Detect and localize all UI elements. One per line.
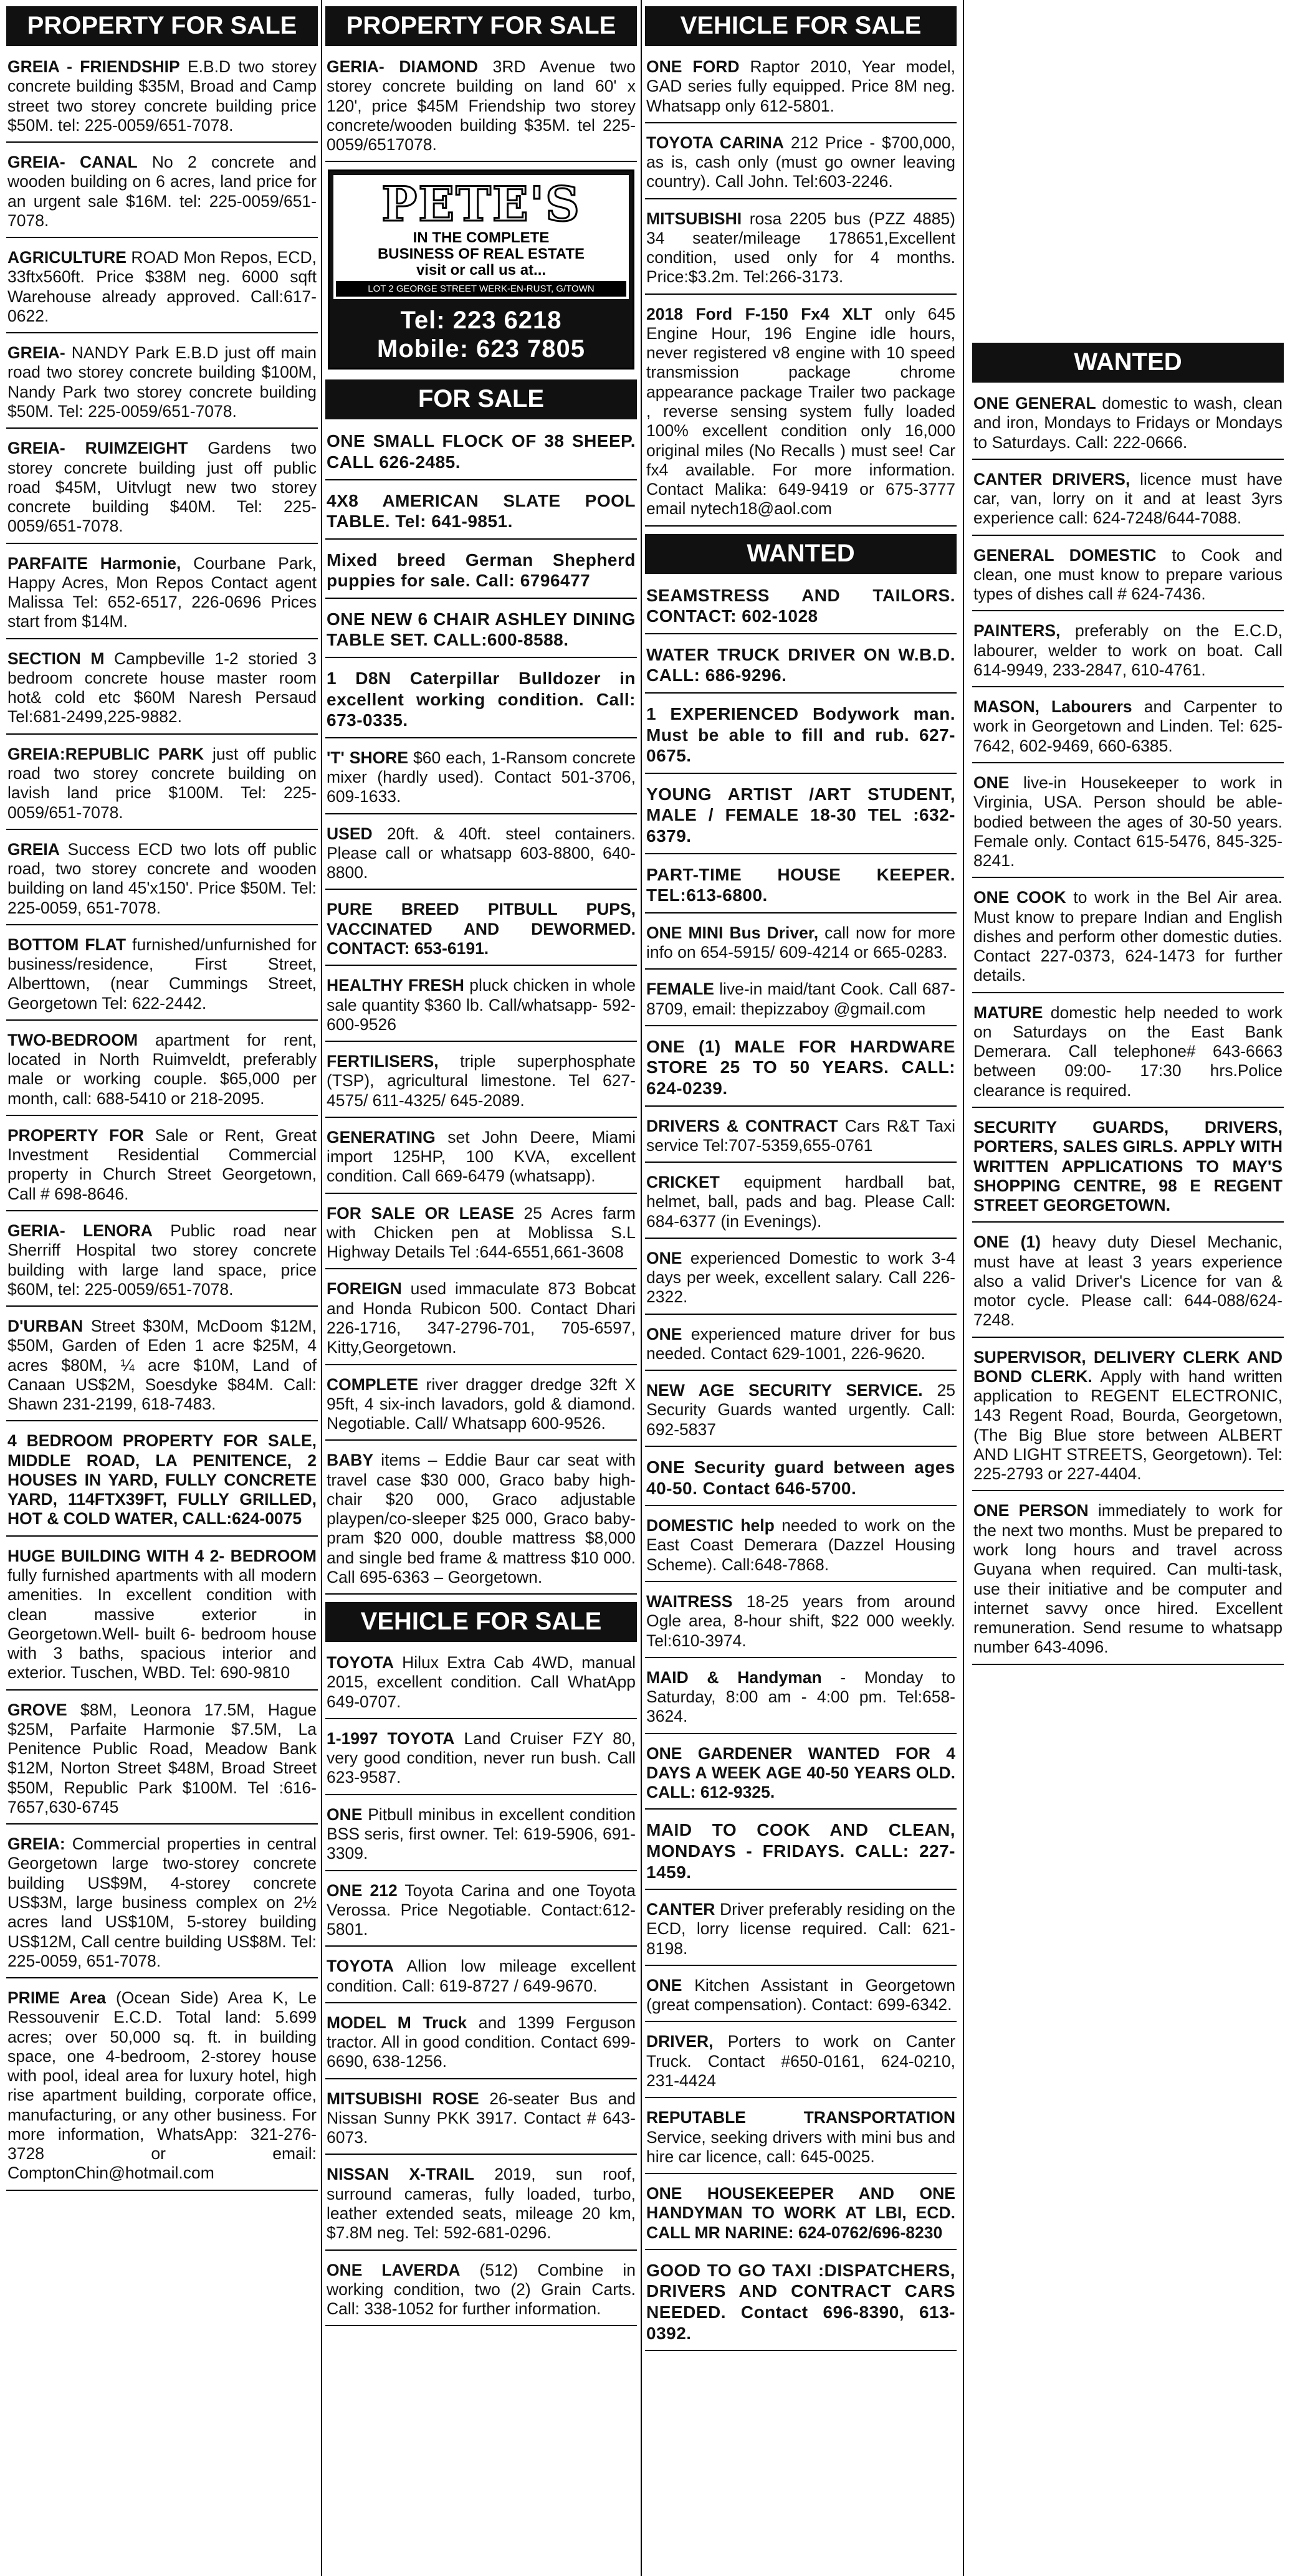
ad-headline: SUPERVISOR, DELIVERY CLERK AND BOND CLERK. bbox=[973, 1347, 1283, 1386]
ad-headline: MITSUBISHI ROSE bbox=[327, 2089, 479, 2108]
classified-ad bbox=[645, 1897, 957, 1966]
classified-ad bbox=[6, 837, 318, 925]
ad-list bbox=[645, 55, 957, 527]
ad-headline: DOMESTIC help bbox=[646, 1516, 775, 1535]
classified-ad bbox=[6, 55, 318, 143]
classified-ad bbox=[6, 341, 318, 429]
ad-headline: HUGE BUILDING WITH 4 2- BEDROOM bbox=[7, 1546, 317, 1565]
ad-body: experienced mature driver for bus needed. Contact 629-1001, 226-9620. bbox=[646, 1324, 955, 1363]
ad-body: items – Eddie Baur car seat with travel case $30 000, Graco baby high-chair $20 000, Graco adjustable playpen/co-sleeper $25 000, Graco baby-pram $20 000, double mattress $8,000 and single bed frame & mattress $10 000. Call 695-6363 – Georgetown. bbox=[327, 1451, 636, 1586]
ad-headline: ONE HOUSEKEEPER AND ONE HANDYMAN TO WORK AT LBI, ECD. CALL MR NARINE: 624-0762/696-8230 bbox=[646, 2184, 955, 2242]
ad-body: 25 Security Guards wanted urgently. Call: 692-5837 bbox=[646, 1381, 955, 1439]
ad-headline: GREIA: bbox=[7, 1834, 65, 1854]
section-header-vehicle-for-sale: VEHICLE FOR SALE bbox=[325, 1602, 637, 1642]
ad-headline: CANTER bbox=[646, 1900, 715, 1919]
ad-body: 18-25 years from around Ogle area, 8-hour shift, $22 000 weekly. Tel:610-3974. bbox=[646, 1591, 955, 1650]
ad-body: Toyota Carina and one Toyota Verossa. Price Negotiable. Contact:612-5801. bbox=[327, 1881, 636, 1939]
ad-body: and Carpenter to work in Georgetown and Linden. Tel: 625-7642, 602-9469, 660-6385. bbox=[973, 697, 1283, 755]
section-header-wanted: WANTED bbox=[972, 343, 1284, 383]
ad-headline: 4X8 AMERICAN SLATE POOL TABLE. Tel: 641-9851. bbox=[327, 490, 636, 532]
ad-body: set John Deere, Miami import 125HP, 100 KVA, excellent condition. Call 669-6479 (whatsapp). bbox=[327, 1127, 636, 1186]
ad-body: experienced Domestic to work 3-4 days per week, excellent salary. Call 226-2322. bbox=[646, 1248, 955, 1307]
ad-headline: PROPERTY FOR bbox=[7, 1125, 144, 1145]
ad-headline: GENERAL DOMESTIC bbox=[973, 545, 1157, 565]
classified-ad bbox=[6, 551, 318, 639]
ad-headline: PAINTERS, bbox=[973, 621, 1061, 641]
ad-body: - Monday to Saturday, 8:00 am - 4:00 pm. Tel:658-3624. bbox=[646, 1667, 955, 1726]
ad-body: 20ft. & 40ft. steel containers. Please call or whatsapp 603-8800, 640-8800. bbox=[327, 824, 636, 882]
logo-panel bbox=[333, 175, 629, 299]
classified-ad bbox=[325, 2162, 637, 2250]
classified-ad bbox=[6, 933, 318, 1021]
classified-ad bbox=[645, 1114, 957, 1163]
ad-body: $60 each, 1-Ransom concrete mixer (hardly used). Contact 501-3706, 609-1633. bbox=[327, 748, 636, 806]
ad-headline: SEAMSTRESS AND TAILORS. CONTACT: 602-1028 bbox=[646, 585, 955, 626]
ad-headline: FOREIGN bbox=[327, 1279, 402, 1299]
ad-body: Campbeville 1-2 storied 3 bedroom concrete house master room hot& cold etc $60M Naresh Persaud Tel:681-2499,225-9882. bbox=[7, 649, 317, 727]
ad-headline: GERIA- LENORA bbox=[7, 1221, 153, 1241]
classified-ad bbox=[972, 467, 1284, 536]
ad-body: $8M, Leonora 17.5M, Hague $25M, Parfaite Harmonie $7.5M, La Penitence Public Road, Meadow Bank $12M, Norton Street $48M, Broad Street $50M, Republic Park $100M. Tel :616-7657,630-6745 bbox=[7, 1700, 317, 1816]
ad-headline: BOTTOM FLAT bbox=[7, 935, 127, 954]
classified-ad bbox=[6, 1544, 318, 1691]
ad-headline: YOUNG ARTIST /ART STUDENT, MALE / FEMALE 18-30 TEL :632-6379. bbox=[646, 784, 955, 846]
ad-body: Public road near Sherriff Hospital two storey concrete building with large land space, price $60M, tel: 225-0059/651-7078. bbox=[7, 1221, 317, 1299]
classified-ad bbox=[972, 1115, 1284, 1223]
ad-headline: ONE (1) bbox=[973, 1233, 1041, 1252]
classified-ad bbox=[645, 2030, 957, 2098]
ad-headline: ONE COOK bbox=[973, 888, 1066, 907]
classified-ad bbox=[645, 1742, 957, 1810]
ad-headline: PRIME Area bbox=[7, 1988, 106, 2008]
classified-ad bbox=[645, 1378, 957, 1447]
classified-ad bbox=[6, 150, 318, 238]
classified-ad bbox=[645, 1322, 957, 1371]
classified-ad bbox=[325, 1201, 637, 1270]
ad-headline: FERTILISERS, bbox=[327, 1052, 439, 1071]
classified-ad bbox=[645, 1170, 957, 1239]
ad-body: Raptor 2010, Year model, GAD series fully equipped. Price 8M neg. Whatsapp only 612-5801. bbox=[646, 57, 955, 115]
classified-ad bbox=[645, 862, 957, 914]
classified-ad bbox=[645, 2182, 957, 2250]
classified-ad bbox=[325, 822, 637, 890]
classified-ad bbox=[972, 1230, 1284, 1337]
ad-body: equipment hardball bat, helmet, ball, pads and bag. Please Call: 684-6377 (in Evenings). bbox=[646, 1173, 955, 1231]
classified-ad bbox=[325, 1879, 637, 1947]
ad-body: just off public road two storey concrete building on lavish land price $100M. Tel: 225-0059/651-7078. bbox=[7, 744, 317, 822]
classified-ad bbox=[325, 1651, 637, 1719]
classified-ad bbox=[645, 1666, 957, 1734]
classified-ad bbox=[972, 619, 1284, 687]
ad-headline: TWO-BEDROOM bbox=[7, 1030, 138, 1049]
classified-ad bbox=[325, 2011, 637, 2079]
classified-ad bbox=[325, 1803, 637, 1871]
ad-headline: FOR SALE OR LEASE bbox=[327, 1203, 514, 1223]
ad-list bbox=[325, 428, 637, 1595]
section-header-property-for-sale: PROPERTY FOR SALE bbox=[6, 6, 318, 46]
ad-headline: MAID & Handyman bbox=[646, 1667, 822, 1687]
ad-body: 3RD Avenue two storey concrete building on land 60' x 120', price $45M Friendship two storey concrete/wooden building $35M. tel 225-0059/6517078. bbox=[327, 57, 636, 155]
classified-ad bbox=[6, 1986, 318, 2191]
ad-body: live-in Housekeeper to work in Virginia, USA. Person should be able-bodied between the ages of 30-50 years. Female only. Contact 615-5476, 845-325-8241. bbox=[973, 773, 1283, 871]
ad-headline: GREIA - FRIENDSHIP bbox=[7, 57, 180, 76]
classified-ad bbox=[972, 695, 1284, 763]
ad-body: rosa 2205 bus (PZZ 4885) 34 seater/mileage 178651,Excellent condition, used only for 4 months. Price:$3.2m. Tel:266-3173. bbox=[646, 209, 955, 287]
ad-headline: ONE bbox=[646, 1248, 682, 1267]
section-header-property-for-sale: PROPERTY FOR SALE bbox=[325, 6, 637, 46]
ad-headline: GREIA:REPUBLIC PARK bbox=[7, 744, 204, 763]
ad-body: Driver preferably residing on the ECD, lorry license required. Call: 621-8198. bbox=[646, 1900, 955, 1958]
ad-body: call now for more info on 654-5915/ 609-4214 or 665-0283. bbox=[646, 923, 955, 961]
ad-headline: GREIA- bbox=[7, 343, 65, 363]
ad-headline: ONE bbox=[327, 1805, 363, 1824]
ad-headline: FEMALE bbox=[646, 980, 714, 999]
ad-body: only 645 Engine Hour, 196 Engine idle hours, never registered v8 engine with 10 speed transmission package chrome appearance package Trailer two package , reverse sensing system fully loaded 100% excellent condition only 16,000 original miles (No Recalls ) must see! Car fx4 available. For more information. Contact Malika: 649-9419 or 675-3777 email nytech18@aol.com bbox=[646, 304, 956, 518]
ad-body: Sale or Rent, Great Investment Residential Commercial property in Church Street Georgetown, Call # 698-8646. bbox=[7, 1125, 317, 1203]
ad-headline: ONE PERSON bbox=[973, 1501, 1089, 1520]
ad-headline: GROVE bbox=[7, 1700, 67, 1719]
ad-headline: ONE Security guard between ages 40-50. Contact 646-5700. bbox=[646, 1457, 955, 1498]
ad-body: No 2 concrete and wooden building on 6 acres, land price for an urgent sale $16M. tel: 225-0059/651-7078. bbox=[7, 153, 317, 230]
ad-list bbox=[972, 391, 1284, 1665]
ad-body: Porters to work on Canter Truck. Contact #650-0161, 624-0210, 231-4424 bbox=[646, 2032, 955, 2091]
ad-body: Allion low mileage excellent condition. Call: 619-8727 / 649-9670. bbox=[327, 1957, 636, 1995]
ad-headline: MATURE bbox=[973, 1003, 1043, 1022]
classified-ad bbox=[645, 1034, 957, 1107]
ad-headline: TOYOTA bbox=[327, 1653, 394, 1672]
classified-ad bbox=[972, 1001, 1284, 1108]
classified-ad bbox=[972, 1499, 1284, 1664]
classified-ad bbox=[645, 1246, 957, 1315]
ad-headline: BABY bbox=[327, 1451, 374, 1470]
petes-real-estate-ad bbox=[328, 169, 634, 370]
ad-headline: 1 EXPERIENCED Bodywork man. Must be able to fill and rub. 627-0675. bbox=[646, 704, 955, 766]
ad-body: to work in the Bel Air area. Must know to prepare Indian and English dishes and perform other domestic duties. Contact 227-0373, 624-1473 for further details. bbox=[973, 888, 1283, 985]
ad-body: used immaculate 873 Bobcat and Honda Rubicon 500. Contact Dhari 226-1716, 347-2796-701, 705-6597, Kitty,Georgetown. bbox=[327, 1279, 636, 1357]
ad-headline: REPUTABLE TRANSPORTATION bbox=[646, 2108, 955, 2127]
classified-ad bbox=[6, 1314, 318, 1421]
ad-body: Courbane Park, Happy Acres, Mon Repos Contact agent Malissa Tel: 652-6517, 226-0696 Prices start from $14M. bbox=[7, 553, 317, 631]
classified-ad bbox=[325, 1448, 637, 1595]
ad-headline: 1 D8N Caterpillar Bulldozer in excellent working condition. Call: 673-0335. bbox=[327, 669, 636, 730]
logo-tagline: visit or call us at... bbox=[416, 262, 547, 279]
ad-headline: ONE LAVERDA bbox=[327, 2260, 461, 2279]
ad-body: (512) Combine in working condition, two (2) Grain Carts. Call: 338-1052 for further information. bbox=[327, 2260, 636, 2319]
classified-ad bbox=[325, 55, 637, 162]
ad-headline: ONE NEW 6 CHAIR ASHLEY DINING TABLE SET. CALL:600-8588. bbox=[327, 609, 636, 650]
ad-body: licence must have car, van, lorry on it and at least 3yrs experience call: 624-7248/644-7088. bbox=[973, 469, 1283, 528]
classified-ad bbox=[645, 1590, 957, 1658]
ad-headline: TOYOTA CARINA bbox=[646, 133, 784, 152]
classified-ad bbox=[325, 1049, 637, 1118]
ad-body: immediately to work for the next two months. Must be prepared to work long hours and travel across Guyana when required. Can multi-task, use their initiative and be computer and internet savvy once hired. Excellent remuneration. Send resume to whatsapp number 643-4096. bbox=[973, 1501, 1283, 1657]
classified-ad bbox=[6, 246, 318, 333]
ad-headline: ONE SMALL FLOCK OF 38 SHEEP. CALL 626-2485. bbox=[327, 431, 636, 472]
classified-ad bbox=[325, 2087, 637, 2155]
classified-ad bbox=[645, 2258, 957, 2351]
classified-ad bbox=[6, 742, 318, 830]
ad-body: domestic help needed to work on Saturdays on the East Bank Demerara. Call telephone# 643-6663 between 09:00- 17:30 hrs.Police clearance is required. bbox=[973, 1003, 1283, 1100]
ad-list bbox=[325, 1651, 637, 2326]
ad-headline: PARFAITE Harmonie, bbox=[7, 553, 181, 573]
classified-ad bbox=[645, 207, 957, 295]
ad-body: live-in maid/tant Cook. Call 687-8709, email: thepizzaboy @gmail.com bbox=[646, 980, 955, 1018]
classified-ad bbox=[6, 647, 318, 735]
classified-ad bbox=[325, 746, 637, 814]
classified-ad bbox=[325, 1373, 637, 1441]
column-divider bbox=[641, 0, 642, 2576]
classified-ad bbox=[645, 977, 957, 1026]
column-vehicle-and-wanted bbox=[645, 6, 957, 2570]
ad-body: domestic to wash, clean and iron, Mondays to Fridays or Mondays to Saturdays. Call: 222-0666. bbox=[973, 394, 1283, 452]
ad-body: furnished/unfurnished for business/residence, First Street, Alberttown, (near Cummings Street, Georgetown Tel: 622-2442. bbox=[7, 935, 317, 1013]
classified-ad bbox=[6, 1832, 318, 1978]
ad-body: triple superphosphate (TSP), agricultural limestone. Tel 627-4575/ 611-4325/ 645-2089. bbox=[327, 1052, 636, 1110]
ad-headline: DRIVER, bbox=[646, 2032, 714, 2051]
classified-ad bbox=[325, 1727, 637, 1795]
classified-ad bbox=[645, 701, 957, 774]
column-property-for-sale bbox=[6, 6, 318, 2570]
ad-headline: GENERATING bbox=[327, 1127, 436, 1147]
ad-headline: ONE bbox=[973, 773, 1010, 792]
ad-headline: GREIA- RUIMZEIGHT bbox=[7, 439, 188, 458]
classified-ad bbox=[645, 1454, 957, 1506]
ad-body: 212 Price - $700,000, as is, cash only (must go owner leaving country). Call John. Tel:603-2246. bbox=[646, 133, 955, 191]
classified-ad bbox=[6, 1219, 318, 1307]
petes-logo: PETE'S bbox=[336, 179, 626, 230]
classified-ad bbox=[6, 1429, 318, 1536]
ad-body: Gardens two storey concrete building just off public road $45M, Uitvlugt new two storey concrete building $40M. Tel: 225-0059/651-7078. bbox=[7, 439, 317, 536]
ad-body: (Ocean Side) Area K, Le Ressouvenir E.C.D. Total land: 5.699 acres; over 50,000 sq. ft. in building space, one 4-bedroom, 2-storey house with pool, ideal area for luxury hotel, high rise apartment building, corporate office, manufacturing, or any other business. For more information, WhatsApp: 321-276-3728 or email: ComptonChin@hotmail.com bbox=[7, 1988, 317, 2183]
ad-body: Commercial properties in central Georgetown large two-storey concrete building US$9M, 4-storey concrete US$3M, large business complex on 2½ acres land US$10M, 5-storey building US$12M, Call centre building US$8M. Tel: 225-0059, 651-7078. bbox=[7, 1834, 317, 1970]
classified-ad bbox=[645, 131, 957, 199]
ad-headline: MODEL M Truck bbox=[327, 2013, 467, 2032]
ad-headline: ONE MINI Bus Driver, bbox=[646, 923, 819, 942]
ad-body: NANDY Park E.B.D just off main road two storey concrete building $100M, Nandy Park two storey concrete building $50M. Tel: 225-0059/651-7078. bbox=[7, 343, 317, 421]
column-divider bbox=[321, 0, 322, 2576]
classified-ad bbox=[325, 488, 637, 540]
ad-headline: COMPLETE bbox=[327, 1375, 419, 1394]
ad-headline: 1-1997 TOYOTA bbox=[327, 1729, 455, 1748]
ad-headline: 4 BEDROOM PROPERTY FOR SALE, MIDDLE ROAD, LA PENITENCE, 2 HOUSES IN YARD, FULLY CONCRETE YARD, 114FTX39FT, FULLY GRILLED, HOT & COLD WATER, CALL:624-0075 bbox=[7, 1431, 317, 1529]
classified-ad bbox=[645, 1514, 957, 1582]
ad-headline: NISSAN X-TRAIL bbox=[327, 2165, 474, 2184]
column-wanted bbox=[972, 6, 1284, 2570]
ad-headline: ONE bbox=[646, 1975, 682, 1995]
ad-list bbox=[645, 583, 957, 2352]
ad-body: fully furnished apartments with all modern amenities. In excellent condition with clean massive exterior in Georgetown.Well- built 6- bedroom house with 3 baths, spacious interior and exterior. Tuschen, WBD. Tel: 690-9810 bbox=[7, 1566, 317, 1682]
ad-headline: CRICKET bbox=[646, 1173, 720, 1192]
logo-address: LOT 2 GEORGE STREET WERK-EN-RUST, G/TOWN bbox=[336, 281, 626, 297]
ad-headline: 'T' SHORE bbox=[327, 748, 409, 767]
ad-headline: GERIA- DIAMOND bbox=[327, 57, 478, 76]
ad-body: and 1399 Ferguson tractor. All in good condition. Contact 699-6690, 638-1256. bbox=[327, 2013, 636, 2071]
ad-headline: ONE GARDENER WANTED FOR 4 DAYS A WEEK AGE 40-50 YEARS OLD. CALL: 612-9325. bbox=[646, 1744, 955, 1802]
ad-body: river dragger dredge 32ft X 95ft, 4 six-inch lavadors, gold & diamond. Negotiable. Call/ Whatsapp 600-9526. bbox=[327, 1375, 636, 1433]
column-divider bbox=[963, 0, 964, 2576]
ad-body: 2019, sun roof, surround cameras, fully loaded, turbo, leather extended seats, mileage 20 km, $7.8M neg. Tel: 592-681-0296. bbox=[327, 2165, 636, 2243]
ad-headline: ONE (1) MALE FOR HARDWARE STORE 25 TO 50 YEARS. CALL: 624-0239. bbox=[646, 1036, 955, 1098]
classified-ad bbox=[645, 1817, 957, 1890]
ad-headline: GOOD TO GO TAXI :DISPATCHERS, DRIVERS AND CONTRACT CARS NEEDED. Contact 696-8390, 613-0392. bbox=[646, 2260, 955, 2343]
classified-ad bbox=[972, 543, 1284, 612]
classified-ad bbox=[325, 665, 637, 738]
ad-body: Apply with hand written application to REGENT ELECTRONIC, 143 Regent Road, Bourda, Georgetown, (The Big Blue store between ALBERT AND LIGHT STREETS, Georgetown). Tel: 225-2793 or 227-4404. bbox=[973, 1367, 1283, 1484]
section-header-wanted: WANTED bbox=[645, 534, 957, 574]
ad-body: 26-seater Bus and Nissan Sunny PKK 3917. Contact # 643-6073. bbox=[327, 2089, 636, 2147]
section-header-vehicle-for-sale: VEHICLE FOR SALE bbox=[645, 6, 957, 46]
logo-telephone: Tel: 223 6218 bbox=[400, 307, 562, 335]
classified-ad bbox=[645, 55, 957, 123]
classified-ad bbox=[325, 897, 637, 966]
classified-ad bbox=[325, 547, 637, 599]
ad-body: needed to work on the East Coast Demerara (Dazzel Housing Scheme). Call:648-7868. bbox=[646, 1516, 955, 1574]
classified-ad bbox=[645, 583, 957, 634]
classified-ad bbox=[645, 642, 957, 694]
classified-ad bbox=[972, 391, 1284, 460]
classified-ad bbox=[325, 1125, 637, 1194]
classified-ad bbox=[6, 1028, 318, 1116]
ad-body: ROAD Mon Repos, ECD, 33ftx560ft. Price $38M neg. 6000 sqft Warehouse already approved. Call:617-0622. bbox=[7, 248, 317, 325]
classified-ad bbox=[6, 436, 318, 543]
ad-headline: GREIA bbox=[7, 839, 60, 859]
ad-headline: ONE bbox=[646, 1324, 682, 1343]
ad-body: Hilux Extra Cab 4WD, manual 2015, excellent condition. Call WhatApp 649-0707. bbox=[327, 1653, 636, 1711]
ad-headline: Mixed breed German Shepherd puppies for sale. Call: 6796477 bbox=[327, 550, 636, 591]
classified-ad bbox=[645, 781, 957, 854]
logo-tagline: IN THE COMPLETE bbox=[413, 229, 550, 247]
ad-body: pluck chicken in whole sale quantity $360 lb. Call/whatsapp- 592-600-9526 bbox=[327, 976, 636, 1034]
classified-ad bbox=[645, 2106, 957, 2174]
ad-headline: HEALTHY FRESH bbox=[327, 976, 464, 995]
ad-body: Kitchen Assistant in Georgetown (great compensation). Contact: 699-6342. bbox=[646, 1975, 955, 2015]
ad-body: 25 Acres farm with Chicken pen at Moblissa S.L Highway Details Tel :644-6551,661-3608 bbox=[327, 1203, 636, 1262]
classified-ad bbox=[325, 428, 637, 480]
ad-headline: MAID TO COOK AND CLEAN, MONDAYS - FRIDAYS. CALL: 227-1459. bbox=[646, 1820, 955, 1882]
ad-headline: 2018 Ford F-150 Fx4 XLT bbox=[646, 304, 872, 323]
classified-ad bbox=[325, 1954, 637, 2003]
classified-ad bbox=[325, 606, 637, 658]
ad-body: Cars R&T Taxi service Tel:707-5359,655-0761 bbox=[646, 1116, 955, 1155]
ad-headline: WAITRESS bbox=[646, 1591, 733, 1611]
classified-ad bbox=[645, 1973, 957, 2023]
classified-ad bbox=[972, 1345, 1284, 1492]
ad-body: apartment for rent, located in North Ruimveldt, preferably male or working couple. $65,000 per month, call: 688-5410 or 218-2095. bbox=[7, 1030, 317, 1108]
ad-headline: GREIA- CANAL bbox=[7, 153, 138, 172]
ad-headline: MITSUBISHI bbox=[646, 209, 742, 228]
classified-ad bbox=[645, 921, 957, 970]
ad-headline: PART-TIME HOUSE KEEPER. TEL:613-6800. bbox=[646, 864, 955, 905]
ad-list bbox=[325, 55, 637, 162]
ad-headline: ONE FORD bbox=[646, 57, 740, 76]
classified-ad bbox=[972, 771, 1284, 878]
ad-headline: NEW AGE SECURITY SERVICE. bbox=[646, 1381, 923, 1400]
ad-headline: SECURITY GUARDS, DRIVERS, PORTERS, SALES GIRLS. APPLY WITH WRITTEN APPLICATIONS TO MAY'S SHOPPING CENTRE, 98 E REGENT STREET GEORGETOWN. bbox=[973, 1117, 1283, 1215]
column-property-and-for-sale bbox=[325, 6, 637, 2570]
ad-headline: ONE GENERAL bbox=[973, 394, 1096, 413]
ad-body: Service, seeking drivers with mini bus and hire car licence, call: 645-0025. bbox=[646, 2127, 955, 2166]
ad-body: to Cook and clean, one must know to prepare various types of dishes call # 624-7436. bbox=[973, 545, 1283, 604]
classified-ad bbox=[325, 973, 637, 1042]
ad-headline: CANTER DRIVERS, bbox=[973, 469, 1130, 489]
ad-body: E.B.D two storey concrete building $35M, Broad and Camp street two storey concrete building price $50M. tel: 225-0059/651-7078. bbox=[7, 57, 317, 135]
classified-ad bbox=[6, 1123, 318, 1211]
ad-headline: D'URBAN bbox=[7, 1317, 84, 1336]
ad-headline: DRIVERS & CONTRACT bbox=[646, 1116, 838, 1135]
ad-body: Land Cruiser FZY 80, very good condition, never run bush. Call 623-9587. bbox=[327, 1729, 636, 1787]
classified-ad bbox=[645, 302, 957, 527]
ad-body: Pitbull minibus in excellent condition BSS seris, first owner. Tel: 619-5906, 691-3309. bbox=[327, 1805, 636, 1863]
ad-headline: USED bbox=[327, 824, 373, 843]
ad-headline: WATER TRUCK DRIVER ON W.B.D. CALL: 686-9296. bbox=[646, 644, 955, 685]
ad-list bbox=[6, 55, 318, 2191]
ad-body: preferably on the E.C.D, labourer, welder to work on boat. Call 614-9949, 233-2847, 610-4761. bbox=[973, 621, 1283, 679]
ad-body: Street $30M, McDoom $12M, $50M, Garden of Eden 1 acre $25M, 4 acres $80M, ¼ acre $10M, Land of Canaan US$2M, Soesdyke $84M. Call: Shawn 231-2199, 618-7483. bbox=[7, 1317, 317, 1414]
ad-headline: AGRICULTURE bbox=[7, 248, 127, 267]
ad-body: Success ECD two lots off public road, two storey concrete and wooden building on land 45'x150'. Price $50M. Tel: 225-0059, 651-7078. bbox=[7, 839, 317, 917]
logo-tagline: BUSINESS OF REAL ESTATE bbox=[377, 246, 585, 263]
classified-ad bbox=[6, 1698, 318, 1825]
ad-headline: SECTION M bbox=[7, 649, 105, 668]
classified-ad bbox=[325, 1277, 637, 1365]
ad-headline: ONE 212 bbox=[327, 1881, 398, 1900]
classified-ad bbox=[325, 2258, 637, 2327]
section-header-for-sale: FOR SALE bbox=[325, 379, 637, 419]
blank-space bbox=[972, 6, 1284, 343]
ad-headline: MASON, Labourers bbox=[973, 697, 1132, 717]
logo-mobile: Mobile: 623 7805 bbox=[377, 335, 585, 363]
ad-headline: TOYOTA bbox=[327, 1957, 394, 1976]
ad-body: heavy duty Diesel Mechanic, must have at least 3 years experience also a valid Driver's Licence for van & motor cycle. Please call: 644-088/624-7248. bbox=[973, 1233, 1283, 1330]
classified-ad bbox=[972, 885, 1284, 993]
ad-headline: PURE BREED PITBULL PUPS, VACCINATED AND DEWORMED. CONTACT: 653-6191. bbox=[327, 900, 636, 958]
